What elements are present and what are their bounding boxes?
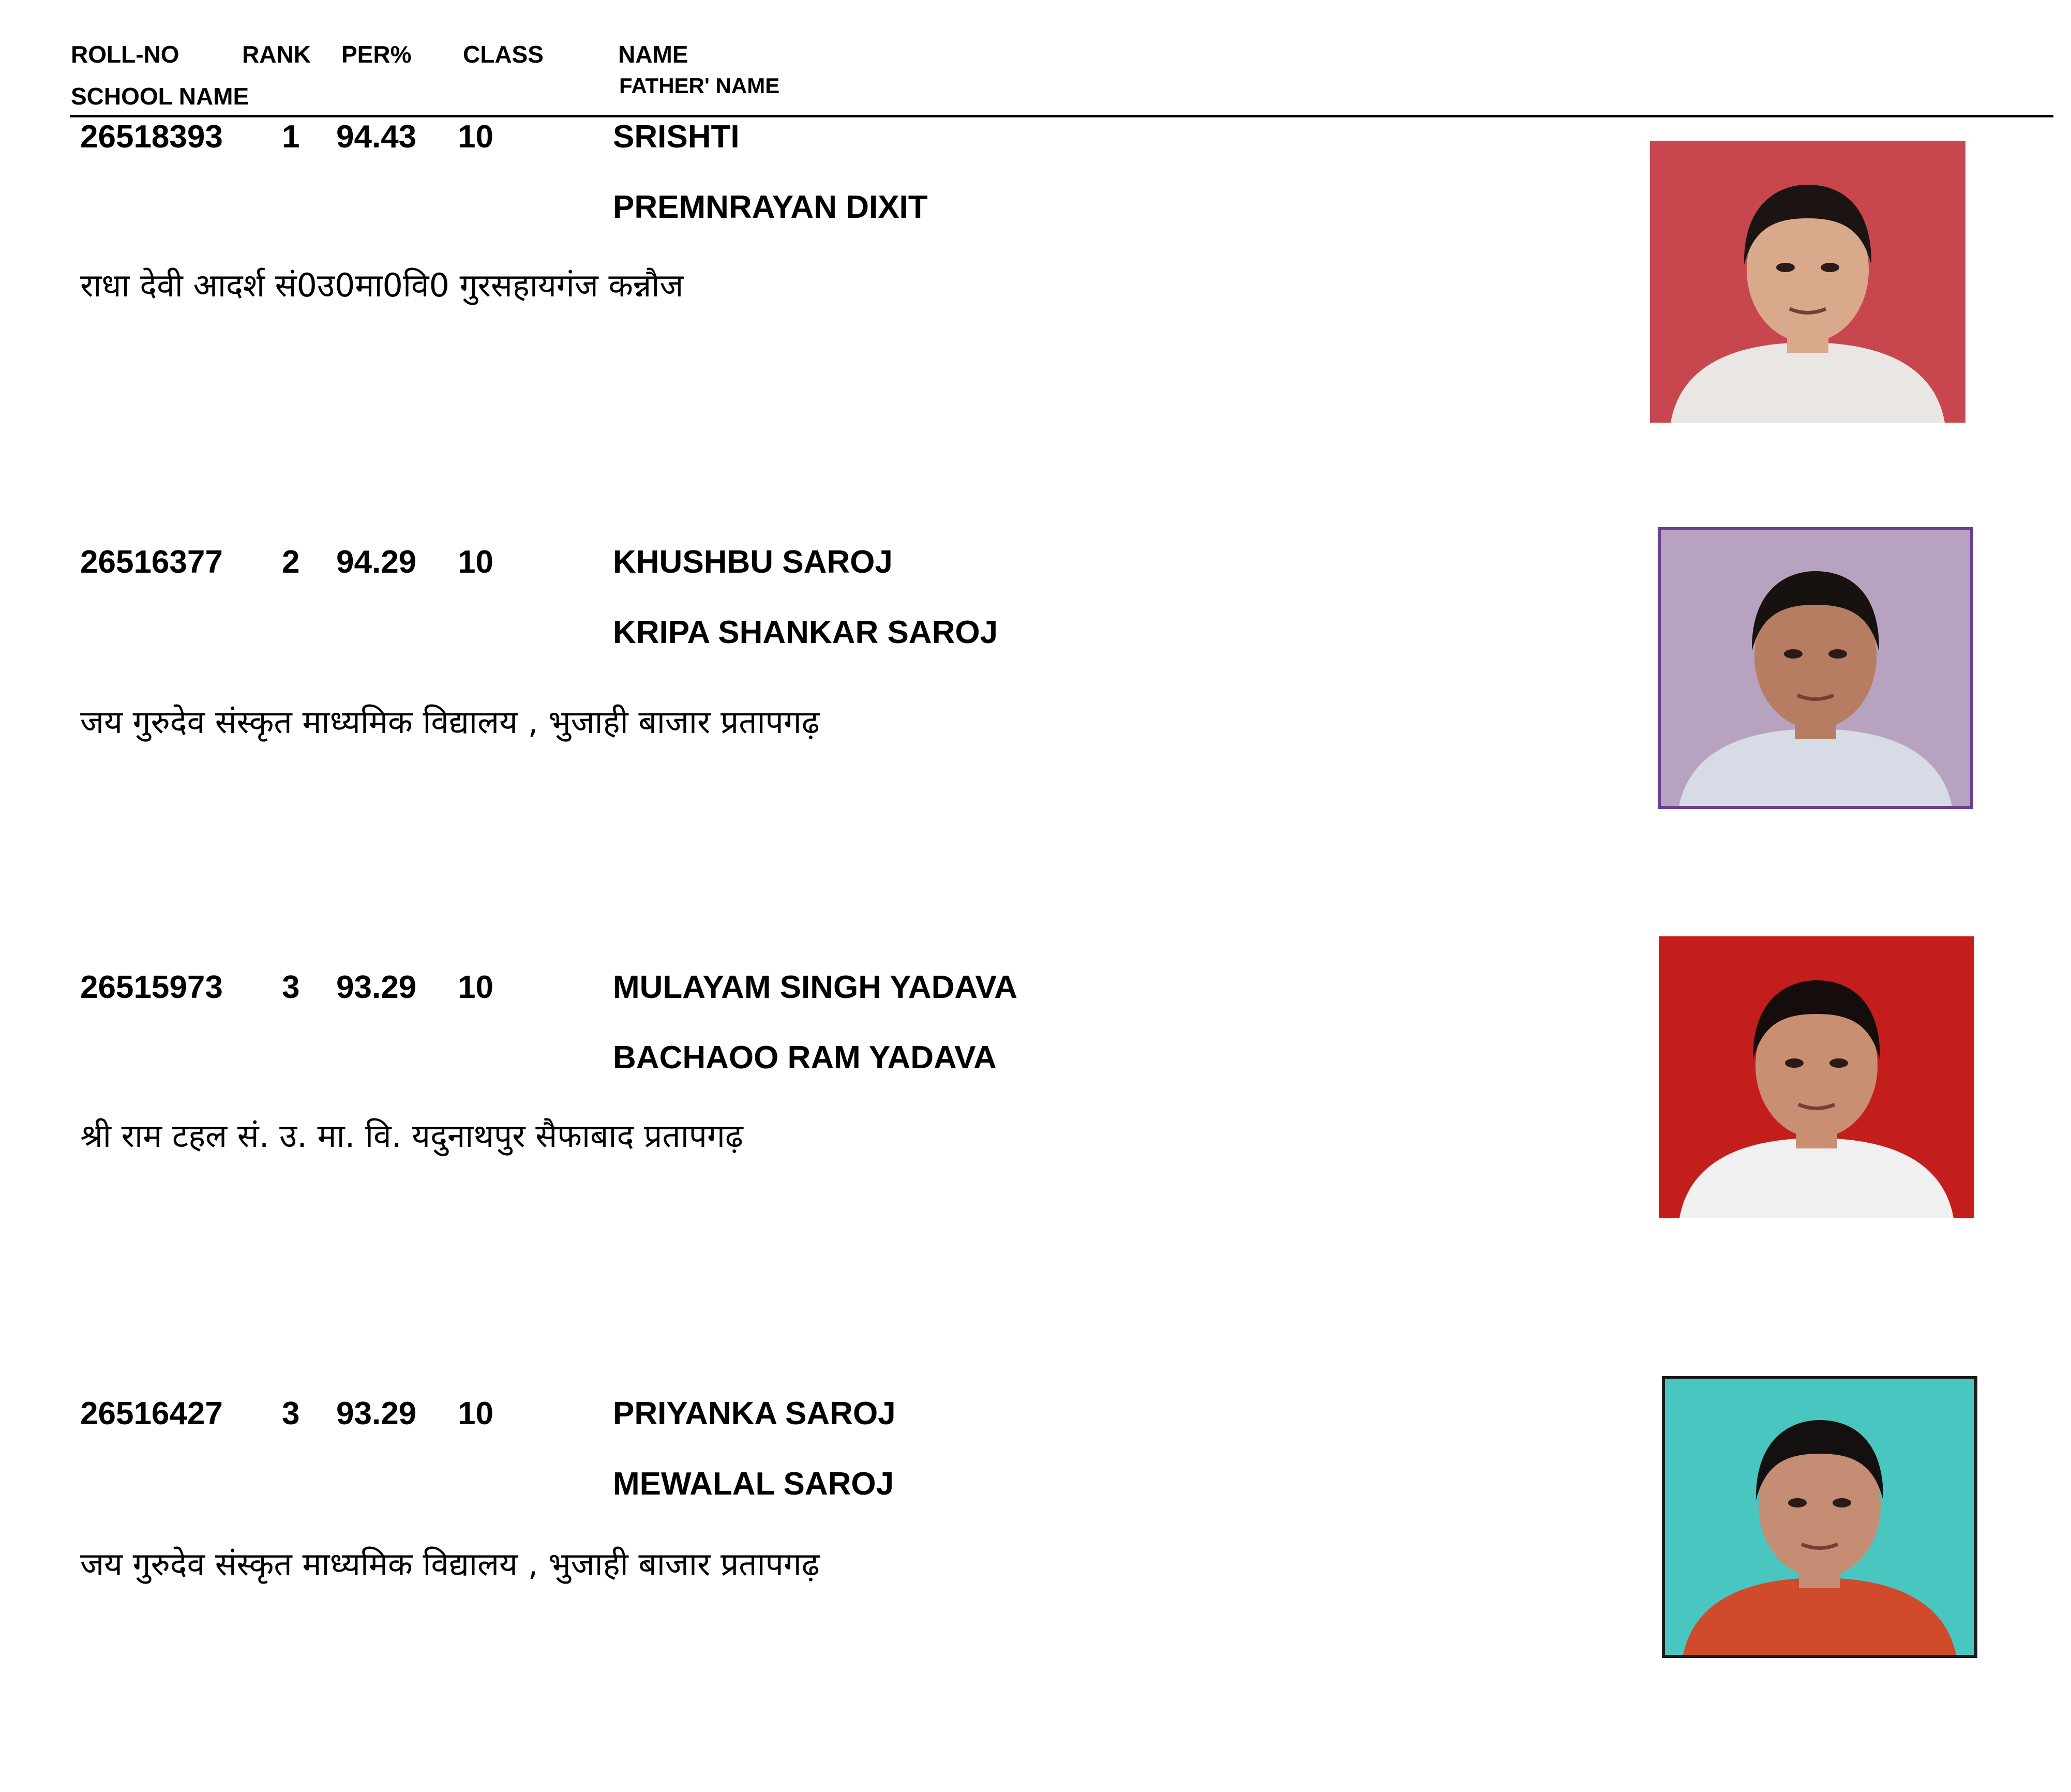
student-record (0, 114, 2071, 404)
student-record (0, 965, 2071, 1255)
class: 10 (458, 1396, 493, 1431)
header-school-name: SCHOOL NAME (71, 83, 249, 110)
header-class: CLASS (463, 41, 544, 68)
roll-no: 26515973 (80, 969, 223, 1005)
student-name: SRISHTI (613, 119, 740, 155)
rank: 3 (282, 969, 300, 1005)
percentage: 93.29 (336, 1396, 417, 1431)
class: 10 (458, 969, 493, 1005)
roll-no: 26518393 (80, 119, 223, 155)
rank: 1 (282, 119, 300, 155)
rank: 3 (282, 1396, 300, 1431)
school-name: जय गुरुदेव संस्कृत माध्यमिक विद्यालय , भुजाही बाजार प्रतापगढ़ (80, 703, 820, 741)
roll-no: 26516427 (80, 1396, 223, 1431)
student-name: KHUSHBU SAROJ (613, 544, 893, 580)
father-name: KRIPA SHANKAR SAROJ (613, 615, 998, 650)
school-name: जय गुरुदेव संस्कृत माध्यमिक विद्यालय , भुजाही बाजार प्रतापगढ़ (80, 1545, 820, 1583)
header-father-name: FATHER' NAME (619, 73, 780, 98)
header-name: NAME (618, 41, 688, 68)
student-record (0, 1392, 2071, 1681)
rank: 2 (282, 544, 300, 580)
percentage: 94.43 (336, 119, 417, 155)
student-record (0, 540, 2071, 830)
percentage: 93.29 (336, 969, 417, 1005)
student-name: PRIYANKA SAROJ (613, 1396, 896, 1431)
father-name: BACHAOO RAM YADAVA (613, 1040, 997, 1076)
student-name: MULAYAM SINGH YADAVA (613, 969, 1018, 1005)
header-rank: RANK (242, 41, 311, 68)
student-photo (1658, 527, 1973, 809)
school-name: श्री राम टहल सं. उ. मा. वि. यदुनाथपुर सैफाबाद प्रतापगढ़ (80, 1117, 743, 1155)
roll-no: 26516377 (80, 544, 223, 580)
percentage: 94.29 (336, 544, 417, 580)
student-photo (1650, 141, 1965, 423)
school-name: राधा देवी आदर्श सं0उ0मा0वि0 गुरसहायगंज कन्नौज (80, 266, 684, 304)
father-name: MEWALAL SAROJ (613, 1466, 894, 1502)
father-name: PREMNRAYAN DIXIT (613, 189, 928, 225)
class: 10 (458, 119, 493, 155)
header-per: PER% (341, 41, 412, 68)
student-photo (1662, 1376, 1977, 1658)
class: 10 (458, 544, 493, 580)
student-photo (1659, 936, 1974, 1218)
header-roll-no: ROLL-NO (71, 41, 179, 68)
